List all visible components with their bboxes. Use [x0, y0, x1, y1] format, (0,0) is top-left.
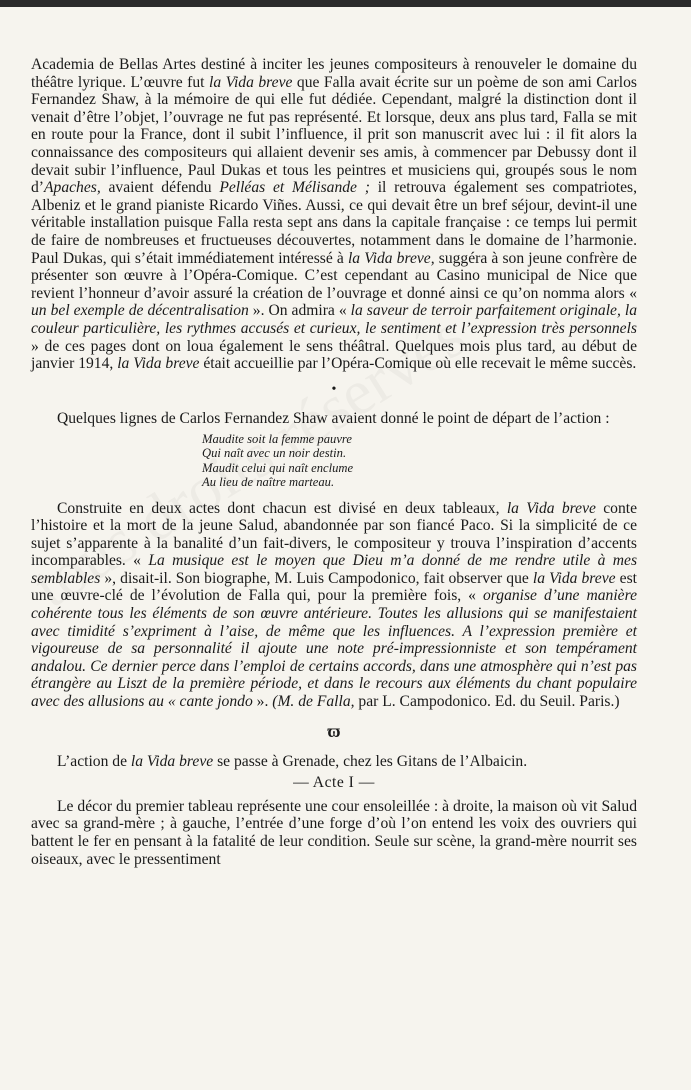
italic-title: la Vida breve [532, 569, 616, 587]
text-run: il retrouva également ses compatriotes, Albeniz et le grand pianiste Ricardo Viñes. Aussi, ce qui devait être un bref séjour, devint-il une véritable installation puisque Falla resta sept ans dans la capitale française : ce temps lui permit de faire de nombreuses et fructueuses découvertes, notamment dans le domaine de l’harmonie. Paul Dukas, qui s’était immédiatement intéressé à [31, 179, 637, 267]
italic-title: la Vida breve [130, 752, 214, 770]
paragraph-origin: Quelques lignes de Carlos Fernandez Shaw avaient donné le point de départ de l’action : [57, 410, 610, 428]
ornament-glyph: ϖ [327, 720, 341, 741]
paragraph-act-one: Le décor du premier tableau représente une cour ensoleillée : à droite, la maison où vit Salud avec sa grand-mère ; à gauche, l’entrée d’une forge d’où l’on entend les voix des ouvriers qui battent le fer en pensant à la fatalité de leur condition. Seule sur scène, la grand-mère nourrit ses oiseaux, avec le pressentiment [31, 797, 637, 868]
italic-quote: un bel exemple de décentralisation [31, 302, 249, 320]
poem-line: Maudite soit la femme pauvre [202, 431, 352, 446]
poem-quote [202, 432, 637, 490]
italic-title: la Vida breve, [347, 249, 435, 267]
text-run: est une œuvre-clé de l’évolution de Falla qui, pour la première fois, « [31, 569, 637, 605]
italic-title: la Vida breve [208, 73, 293, 91]
text-run: L’action de [57, 752, 131, 770]
top-edge-bar [0, 0, 691, 7]
poem-line: Qui naît avec un noir destin. [202, 446, 347, 461]
text-run: conte l’histoire et la mort de la jeune Salud, abandonnée par son fiancé Paco. Si la simplicité de ce sujet s’apparente à la banalité d’un fait-divers, le compositeur y trouva l’inspiration d’accents incomparables. « [31, 499, 638, 570]
text-run: par L. Campodonico. Ed. du Seuil. Paris.) [354, 693, 620, 711]
text-run: » de ces pages dont on loua également le sens théâtral. Quelques mois plus tard, au début de janvier 1914, [31, 337, 637, 373]
page-body [31, 56, 637, 868]
text-run: Academia de Bellas Artes destiné à inciter les jeunes compositeurs à renouveler le domaine du théâtre lyrique. L’œuvre fut [31, 56, 637, 91]
text-run: que Falla avait écrite sur un poème de son ami Carlos Fernandez Shaw, à la mémoire de qui elle fut dédiée. Cependant, malgré la distinction dont il venait d’être l’objet, l’ouvrage ne fut pas représenté. Et lorsque, deux ans plus tard, Falla se mit en route pour la France, dont il subit l’influence, il prit son manuscrit avec lui : il fit alors la connaissance des compositeurs qui allaient devenir ses amis, à commencer par Debussy dont il devait subir l’influence, Paul Dukas et tous les peintres et musiciens qui, groupés sous le nom d’ [31, 73, 637, 197]
poem-line: Au lieu de naître marteau. [202, 475, 335, 490]
italic-title: la Vida breve [506, 499, 596, 517]
paragraph-structure [31, 500, 637, 711]
italic-term: Apaches, [44, 179, 101, 197]
italic-title: Pelléas et Mélisande ; [219, 179, 370, 197]
act-heading: — Acte I — [293, 774, 375, 792]
poem-line: Maudit celui qui naît enclume [202, 460, 354, 475]
italic-title: la Vida breve [117, 355, 200, 373]
text-run: suggéra à son jeune confrère de présenter son œuvre à l’Opéra-Comique. C’est cependant au Casino municipal de Nice que revient l’honneur d’avoir assuré la création de l’ouvrage et donné ainsi ce qu’on nomma alors « [31, 249, 637, 302]
paragraph-intro [31, 56, 637, 373]
section-separator-dot: • [331, 381, 337, 397]
text-run: Construite en deux actes dont chacun est divisé en deux tableaux, [57, 499, 507, 517]
italic-quote: la saveur de terroir parfaitement originale, la couleur particulière, les rythmes accusés et curieux, le sentiment et l’expression très personnels [31, 302, 637, 337]
paragraph-setting [31, 753, 637, 771]
italic-quote: La musique est le moyen que Dieu m’a donné de me rendre utile à mes semblables [31, 552, 638, 587]
italic-citation: (M. de Falla, [272, 693, 355, 711]
text-run: ». [252, 693, 273, 711]
text-run: avaient défendu [100, 179, 220, 197]
text-run: », disait-il. Son biographe, M. Luis Campodonico, fait observer que [100, 569, 533, 587]
text-run: était accueillie par l’Opéra-Comique où elle recevait le même succès. [199, 355, 637, 373]
text-run: ». On admira « [248, 302, 351, 320]
text-run: se passe à Grenade, chez les Gitans de l’Albaicin. [213, 752, 528, 770]
italic-quote: organise d’une manière cohérente tous les éléments de son œuvre antérieure. Toutes les allusions qui se manifestaient avec timidité s’expriment à l’aise, de même que les influences. A l’expression première et vigoureuse de sa personnalité il ajoute une note pré-impressionniste et son tempérament andalou. Ce dernier perce dans l’emploi de certains accords, dans une atmosphère qui n’est pas étrangère au Liszt de la première période, et dans le recours aux éléments du chant populaire avec des allusions au « cante jondo [31, 587, 637, 711]
